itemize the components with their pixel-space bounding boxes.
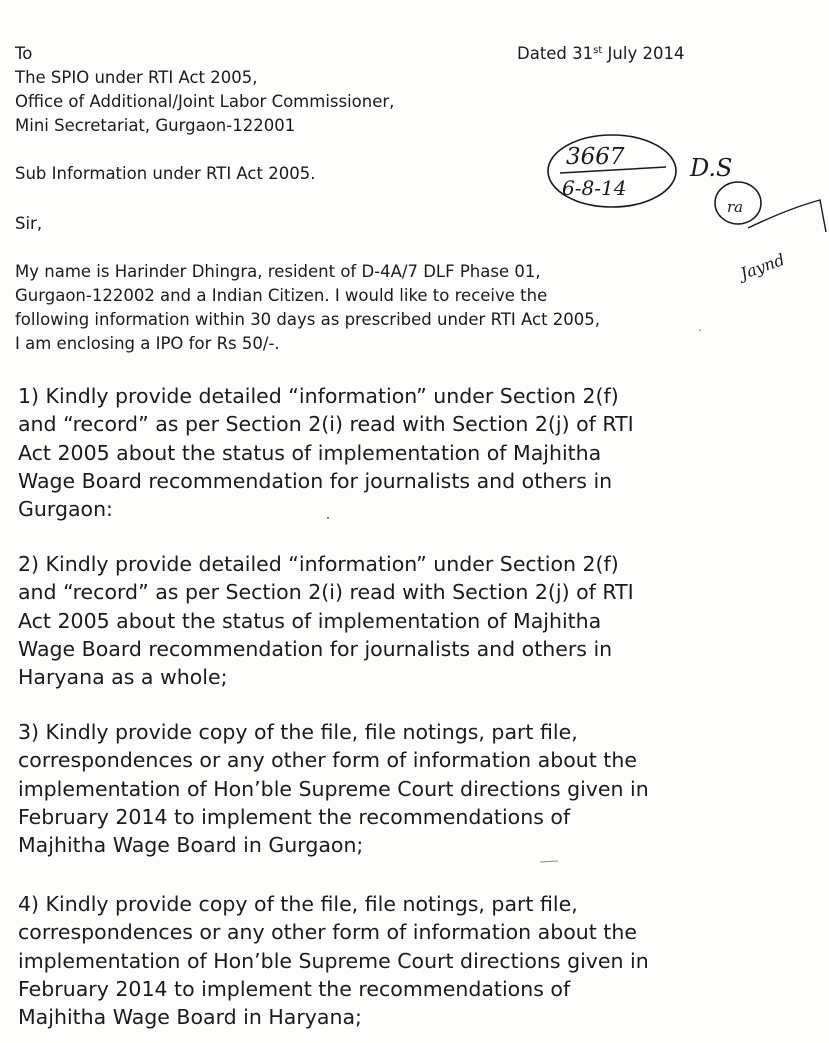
letter-date [517, 42, 684, 66]
handwritten-initials: D.S [690, 154, 733, 182]
request-line: Majhitha Wage Board in Haryana; [18, 1005, 362, 1030]
request-line: Wage Board recommendation for journalists and others in [18, 468, 613, 493]
intro-line: following information within 30 days as prescribed under RTI Act 2005, [15, 310, 601, 329]
handwritten-signature: Jaynd [737, 249, 788, 284]
address-line: The SPIO under RTI Act 2005, [15, 68, 258, 87]
request-line: February 2014 to implement the recommendations of [18, 976, 571, 1001]
subject-line: Sub Information under RTI Act 2005. [15, 164, 316, 183]
request-line: 2) Kindly provide detailed “information” under Section 2(f) [18, 552, 619, 576]
request-line: 3) Kindly provide copy of the file, file notings, part file, [18, 720, 578, 744]
salutation: Sir, [15, 214, 43, 233]
receipt-stamp [548, 135, 676, 207]
request-line: Majhitha Wage Board in Gurgaon; [18, 833, 364, 858]
request-line: Act 2005 about the status of implementation of Majhitha [18, 608, 602, 633]
intro-paragraph [15, 260, 600, 356]
speck [540, 861, 558, 862]
stamp-date: 6-8-14 [562, 176, 627, 200]
address-line: Mini Secretariat, Gurgaon-122001 [15, 116, 296, 135]
request-line: Act 2005 about the status of implementation of Majhitha [18, 440, 602, 465]
request-line: Gurgaon: [18, 497, 113, 522]
mark-text: ra [727, 198, 744, 216]
request-item-4 [18, 890, 649, 1031]
address-line: To [15, 44, 33, 63]
request-line: Wage Board recommendation for journalists and others in [18, 636, 613, 661]
request-item-1 [18, 382, 634, 523]
request-line: 4) Kindly provide copy of the file, file notings, part file, [18, 892, 578, 916]
request-line: implementation of Hon’ble Supreme Court directions given in [18, 948, 649, 973]
intro-line: Gurgaon-122002 and a Indian Citizen. I would like to receive the [15, 286, 548, 305]
request-line: Haryana as a whole; [18, 665, 228, 690]
request-item-3 [18, 718, 649, 859]
scribble-mark [715, 182, 826, 232]
request-line: and “record” as per Section 2(i) read with Section 2(j) of RTI [18, 580, 634, 605]
request-item-2 [18, 550, 634, 691]
date-rest: July 2014 [602, 44, 685, 63]
intro-line: My name is Harinder Dhingra, resident of D-4A/7 DLF Phase 01, [15, 262, 541, 281]
mark-tail [748, 200, 826, 232]
speck [699, 329, 701, 331]
request-line: implementation of Hon’ble Supreme Court directions given in [18, 776, 649, 801]
date-prefix: Dated 31 [517, 44, 594, 63]
request-line: February 2014 to implement the recommendations of [18, 804, 571, 829]
request-line: and “record” as per Section 2(i) read with Section 2(j) of RTI [18, 412, 634, 437]
stamp-number: 3667 [566, 144, 625, 170]
address-line: Office of Additional/Joint Labor Commissioner, [15, 92, 395, 111]
request-line: correspondences or any other form of information about the [18, 748, 637, 773]
intro-line: I am enclosing a IPO for Rs 50/-. [15, 334, 280, 353]
date-ordinal-suffix: st [593, 45, 603, 56]
request-line: 1) Kindly provide detailed “information” under Section 2(f) [18, 384, 619, 408]
recipient-address [15, 42, 394, 138]
handwritten-annotations [540, 128, 829, 288]
request-line: correspondences or any other form of information about the [18, 920, 637, 945]
